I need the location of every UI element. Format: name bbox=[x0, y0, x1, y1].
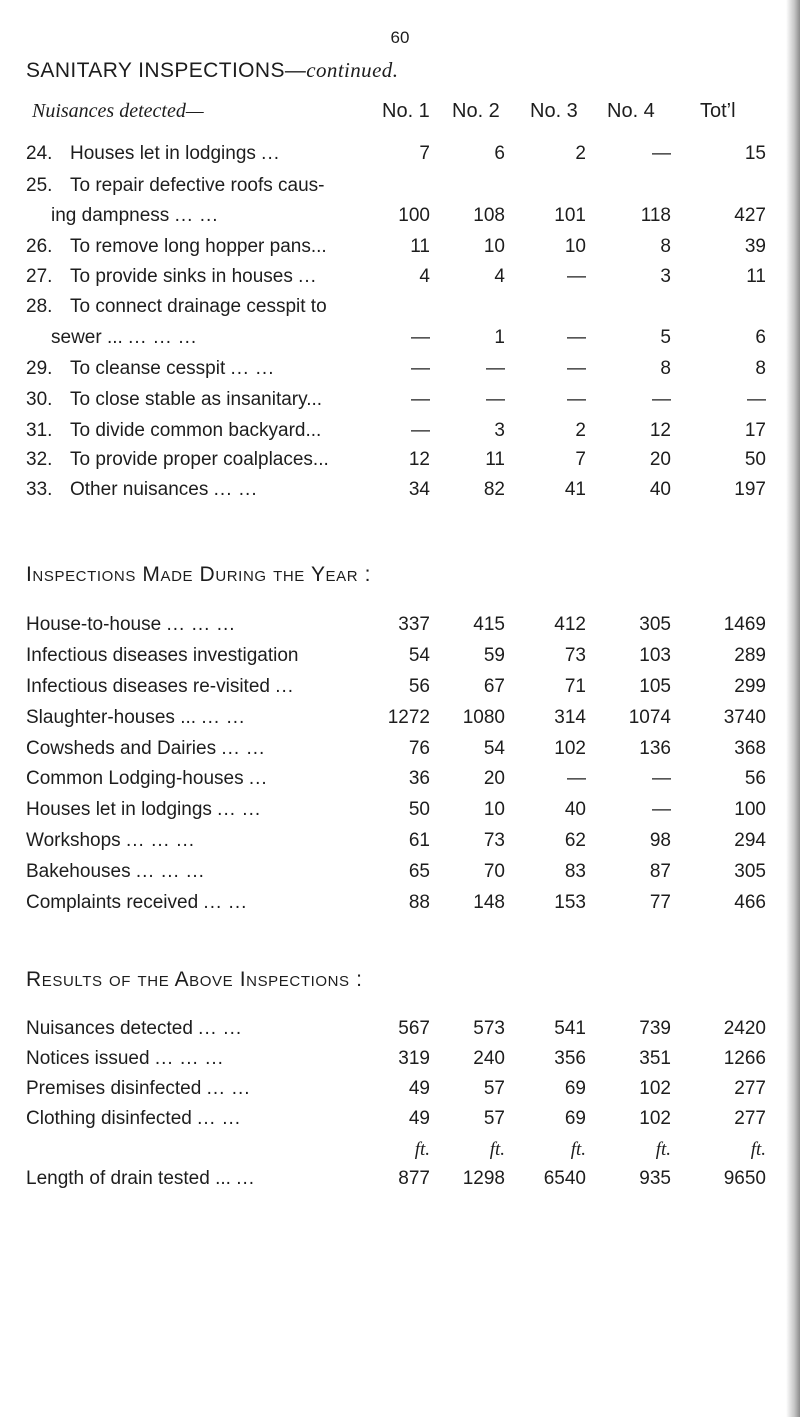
cell-no3: 101 bbox=[554, 205, 586, 226]
cell-no4: 103 bbox=[639, 645, 671, 666]
cell-no2: 148 bbox=[473, 892, 505, 913]
cell-no3: 2 bbox=[575, 420, 586, 441]
cell-total: 277 bbox=[734, 1108, 766, 1129]
cell-no4: 935 bbox=[639, 1168, 671, 1189]
table-row bbox=[0, 614, 800, 642]
cell-no1: 34 bbox=[408, 479, 430, 500]
units-row bbox=[0, 1139, 800, 1167]
cell-no2: 10 bbox=[483, 799, 505, 820]
title-suffix: continued. bbox=[306, 58, 399, 82]
cell-no4: 40 bbox=[649, 479, 671, 500]
cell-no3: — bbox=[567, 266, 586, 287]
cell-no3: — bbox=[567, 358, 586, 379]
table-row bbox=[0, 236, 800, 264]
cell-no1: 88 bbox=[408, 892, 430, 913]
inspections-heading: Inspections Made During the Year : bbox=[26, 563, 372, 586]
cell-total: 305 bbox=[734, 861, 766, 882]
table-row bbox=[0, 799, 800, 827]
table-row bbox=[0, 389, 800, 417]
cell-no1: — bbox=[411, 389, 430, 410]
cell-total: 3740 bbox=[723, 707, 766, 728]
row-label-continuation: ing dampness ... ... bbox=[51, 205, 219, 226]
cell-no2: 54 bbox=[483, 738, 505, 759]
cell-no1: 12 bbox=[408, 449, 430, 470]
cell-no1: 7 bbox=[419, 143, 430, 164]
cell-total: 39 bbox=[744, 236, 766, 257]
cell-total: 50 bbox=[744, 449, 766, 470]
row-label: House-to-house ... ... ... bbox=[26, 614, 236, 635]
row-label: Length of drain tested ... ... bbox=[26, 1168, 256, 1189]
cell-no3: 102 bbox=[554, 738, 586, 759]
results-heading: Results of the Above Inspections : bbox=[26, 968, 363, 991]
row-label: Workshops ... ... ... bbox=[26, 830, 196, 851]
cell-total: 2420 bbox=[723, 1018, 766, 1039]
cell-no2: 1298 bbox=[462, 1168, 505, 1189]
cell-no1: — bbox=[411, 327, 430, 348]
row-label: Premises disinfected ... ... bbox=[26, 1078, 251, 1099]
cell-no1: 1272 bbox=[387, 707, 430, 728]
cell-no4: 1074 bbox=[628, 707, 671, 728]
cell-no4: 98 bbox=[649, 830, 671, 851]
title-main: SANITARY INSPECTIONS— bbox=[26, 59, 307, 82]
cell-no3: 83 bbox=[564, 861, 586, 882]
cell-total: 56 bbox=[744, 768, 766, 789]
cell-no1: 50 bbox=[408, 799, 430, 820]
table-row bbox=[0, 738, 800, 766]
cell-total: 289 bbox=[734, 645, 766, 666]
cell-no2: 57 bbox=[483, 1078, 505, 1099]
cell-no4: 12 bbox=[649, 420, 671, 441]
cell-no2: 11 bbox=[485, 449, 505, 470]
row-label: 31. To divide common backyard... bbox=[26, 420, 322, 441]
cell-total: — bbox=[747, 389, 766, 410]
table-row bbox=[0, 1018, 800, 1046]
table-row bbox=[0, 205, 800, 233]
row-label: 27. To provide sinks in houses ... bbox=[26, 266, 317, 287]
cell-no3: 40 bbox=[564, 799, 586, 820]
table-row bbox=[0, 1108, 800, 1136]
row-label: 33. Other nuisances ... ... bbox=[26, 479, 258, 500]
cell-no4: 305 bbox=[639, 614, 671, 635]
cell-no1: 319 bbox=[398, 1048, 430, 1069]
cell-no1: 56 bbox=[408, 676, 430, 697]
page-title bbox=[26, 58, 398, 83]
table-row bbox=[0, 768, 800, 796]
cell-no4: — bbox=[652, 799, 671, 820]
cell-total: 9650 bbox=[723, 1168, 766, 1189]
cell-no2: 59 bbox=[483, 645, 505, 666]
cell-no3: 6540 bbox=[543, 1168, 586, 1189]
cell-no1: 36 bbox=[408, 768, 430, 789]
cell-no2: 57 bbox=[483, 1108, 505, 1129]
cell-total: 197 bbox=[734, 479, 766, 500]
cell-no3: 2 bbox=[575, 143, 586, 164]
cell-no4: — bbox=[652, 143, 671, 164]
cell-no2: 108 bbox=[473, 205, 505, 226]
cell-no4: 102 bbox=[639, 1108, 671, 1129]
cell-no3: 41 bbox=[564, 479, 586, 500]
table-row bbox=[0, 175, 800, 203]
row-label: Complaints received ... ... bbox=[26, 892, 248, 913]
row-label: 25. To repair defective roofs caus- bbox=[26, 175, 325, 196]
cell-no2: 573 bbox=[473, 1018, 505, 1039]
row-label: 29. To cleanse cesspit ... ... bbox=[26, 358, 275, 379]
cell-no2: 67 bbox=[483, 676, 505, 697]
cell-no2: 415 bbox=[473, 614, 505, 635]
cell-no3: 541 bbox=[554, 1018, 586, 1039]
cell-no2: 1080 bbox=[462, 707, 505, 728]
cell-no4: 105 bbox=[639, 676, 671, 697]
table-row bbox=[0, 266, 800, 294]
cell-no2: 1 bbox=[494, 327, 505, 348]
cell-no1: 49 bbox=[408, 1108, 430, 1129]
table-row bbox=[0, 143, 800, 171]
table-row bbox=[0, 707, 800, 735]
cell-no4: 739 bbox=[639, 1018, 671, 1039]
cell-total: 427 bbox=[734, 205, 766, 226]
cell-no1: 61 bbox=[408, 830, 430, 851]
table-row bbox=[0, 1168, 800, 1196]
cell-no4: 8 bbox=[660, 236, 671, 257]
row-label: Cowsheds and Dairies ... ... bbox=[26, 738, 266, 759]
cell-no3: 314 bbox=[554, 707, 586, 728]
cell-no4: 87 bbox=[649, 861, 671, 882]
cell-no4: 5 bbox=[660, 327, 671, 348]
cell-no1: 4 bbox=[419, 266, 430, 287]
cell-no4: — bbox=[652, 389, 671, 410]
cell-no1: 54 bbox=[408, 645, 430, 666]
cell-no3: 7 bbox=[575, 449, 586, 470]
table-row bbox=[0, 1048, 800, 1076]
cell-no4: 20 bbox=[649, 449, 671, 470]
cell-no2: 70 bbox=[483, 861, 505, 882]
table-row bbox=[0, 861, 800, 889]
cell-no2: 4 bbox=[494, 266, 505, 287]
cell-no3: 73 bbox=[564, 645, 586, 666]
row-label: 28. To connect drainage cesspit to bbox=[26, 296, 327, 317]
row-label: Houses let in lodgings ... ... bbox=[26, 799, 262, 820]
cell-total: 368 bbox=[734, 738, 766, 759]
cell-total: 294 bbox=[734, 830, 766, 851]
row-label-continuation: sewer ... ... ... ... bbox=[51, 327, 198, 348]
cell-no4: 102 bbox=[639, 1078, 671, 1099]
column-header-label: Nuisances detected— bbox=[32, 100, 204, 122]
cell-no2: 10 bbox=[483, 236, 505, 257]
cell-no3: 62 bbox=[564, 830, 586, 851]
unit-no3: ft. bbox=[570, 1139, 586, 1160]
column-header-no2: No. 2 bbox=[452, 100, 500, 122]
cell-total: 17 bbox=[744, 420, 766, 441]
column-header-no1: No. 1 bbox=[382, 100, 430, 122]
row-label: Bakehouses ... ... ... bbox=[26, 861, 205, 882]
cell-no1: — bbox=[411, 420, 430, 441]
cell-no3: 69 bbox=[564, 1108, 586, 1129]
cell-no1: 100 bbox=[398, 205, 430, 226]
row-label: 26. To remove long hopper pans... bbox=[26, 236, 327, 257]
row-label: 24. Houses let in lodgings ... bbox=[26, 143, 281, 164]
cell-no1: 877 bbox=[398, 1168, 430, 1189]
row-label: Infectious diseases re-visited ... bbox=[26, 676, 295, 697]
cell-no1: — bbox=[411, 358, 430, 379]
cell-total: 277 bbox=[734, 1078, 766, 1099]
cell-no1: 65 bbox=[408, 861, 430, 882]
cell-no1: 567 bbox=[398, 1018, 430, 1039]
cell-no2: 82 bbox=[483, 479, 505, 500]
cell-no1: 337 bbox=[398, 614, 430, 635]
cell-no3: 153 bbox=[554, 892, 586, 913]
table-row bbox=[0, 892, 800, 920]
page-number: 60 bbox=[390, 28, 410, 47]
cell-no4: 8 bbox=[660, 358, 671, 379]
cell-no2: 6 bbox=[494, 143, 505, 164]
cell-no2: — bbox=[486, 358, 505, 379]
cell-no3: 356 bbox=[554, 1048, 586, 1069]
table-row bbox=[0, 645, 800, 673]
cell-no2: 73 bbox=[483, 830, 505, 851]
cell-no3: 10 bbox=[564, 236, 586, 257]
cell-no4: — bbox=[652, 768, 671, 789]
unit-no2: ft. bbox=[489, 1139, 505, 1160]
column-header-no4: No. 4 bbox=[607, 100, 655, 122]
cell-no4: 118 bbox=[640, 205, 671, 226]
row-label: Common Lodging-houses ... bbox=[26, 768, 268, 789]
table-row bbox=[0, 327, 800, 355]
cell-total: 299 bbox=[734, 676, 766, 697]
cell-no3: 71 bbox=[564, 676, 586, 697]
cell-no3: — bbox=[567, 327, 586, 348]
cell-total: 8 bbox=[755, 358, 766, 379]
row-label: Nuisances detected ... ... bbox=[26, 1018, 243, 1039]
column-header-no3: No. 3 bbox=[530, 100, 578, 122]
table-row bbox=[0, 420, 800, 448]
cell-total: 1266 bbox=[723, 1048, 766, 1069]
row-label: Notices issued ... ... ... bbox=[26, 1048, 224, 1069]
table-row bbox=[0, 449, 800, 477]
row-label: Infectious diseases investigation bbox=[26, 645, 299, 666]
row-label: Slaughter-houses ... ... ... bbox=[26, 707, 246, 728]
cell-no3: — bbox=[567, 768, 586, 789]
column-header-total: Tot’l bbox=[700, 100, 736, 122]
cell-no3: 69 bbox=[564, 1078, 586, 1099]
cell-no4: 3 bbox=[660, 266, 671, 287]
cell-no4: 136 bbox=[639, 738, 671, 759]
cell-no1: 76 bbox=[408, 738, 430, 759]
unit-no1: ft. bbox=[414, 1139, 430, 1160]
cell-no4: 351 bbox=[639, 1048, 671, 1069]
cell-no3: — bbox=[567, 389, 586, 410]
cell-total: 100 bbox=[734, 799, 766, 820]
cell-total: 6 bbox=[755, 327, 766, 348]
cell-no1: 11 bbox=[410, 236, 430, 257]
cell-no2: 240 bbox=[473, 1048, 505, 1069]
unit-total: ft. bbox=[750, 1139, 766, 1160]
table-row bbox=[0, 479, 800, 507]
table-row bbox=[0, 676, 800, 704]
cell-no3: 412 bbox=[554, 614, 586, 635]
cell-no2: 3 bbox=[494, 420, 505, 441]
table-row bbox=[0, 296, 800, 324]
row-label: Clothing disinfected ... ... bbox=[26, 1108, 242, 1129]
table-row bbox=[0, 1078, 800, 1106]
cell-total: 1469 bbox=[723, 614, 766, 635]
row-label: 32. To provide proper coalplaces... bbox=[26, 449, 329, 470]
table-row bbox=[0, 358, 800, 386]
cell-no1: 49 bbox=[408, 1078, 430, 1099]
cell-no2: 20 bbox=[483, 768, 505, 789]
unit-no4: ft. bbox=[655, 1139, 671, 1160]
cell-no4: 77 bbox=[649, 892, 671, 913]
cell-total: 466 bbox=[734, 892, 766, 913]
cell-no2: — bbox=[486, 389, 505, 410]
cell-total: 11 bbox=[746, 266, 766, 287]
cell-total: 15 bbox=[744, 143, 766, 164]
row-label: 30. To close stable as insanitary... bbox=[26, 389, 323, 410]
table-row bbox=[0, 830, 800, 858]
